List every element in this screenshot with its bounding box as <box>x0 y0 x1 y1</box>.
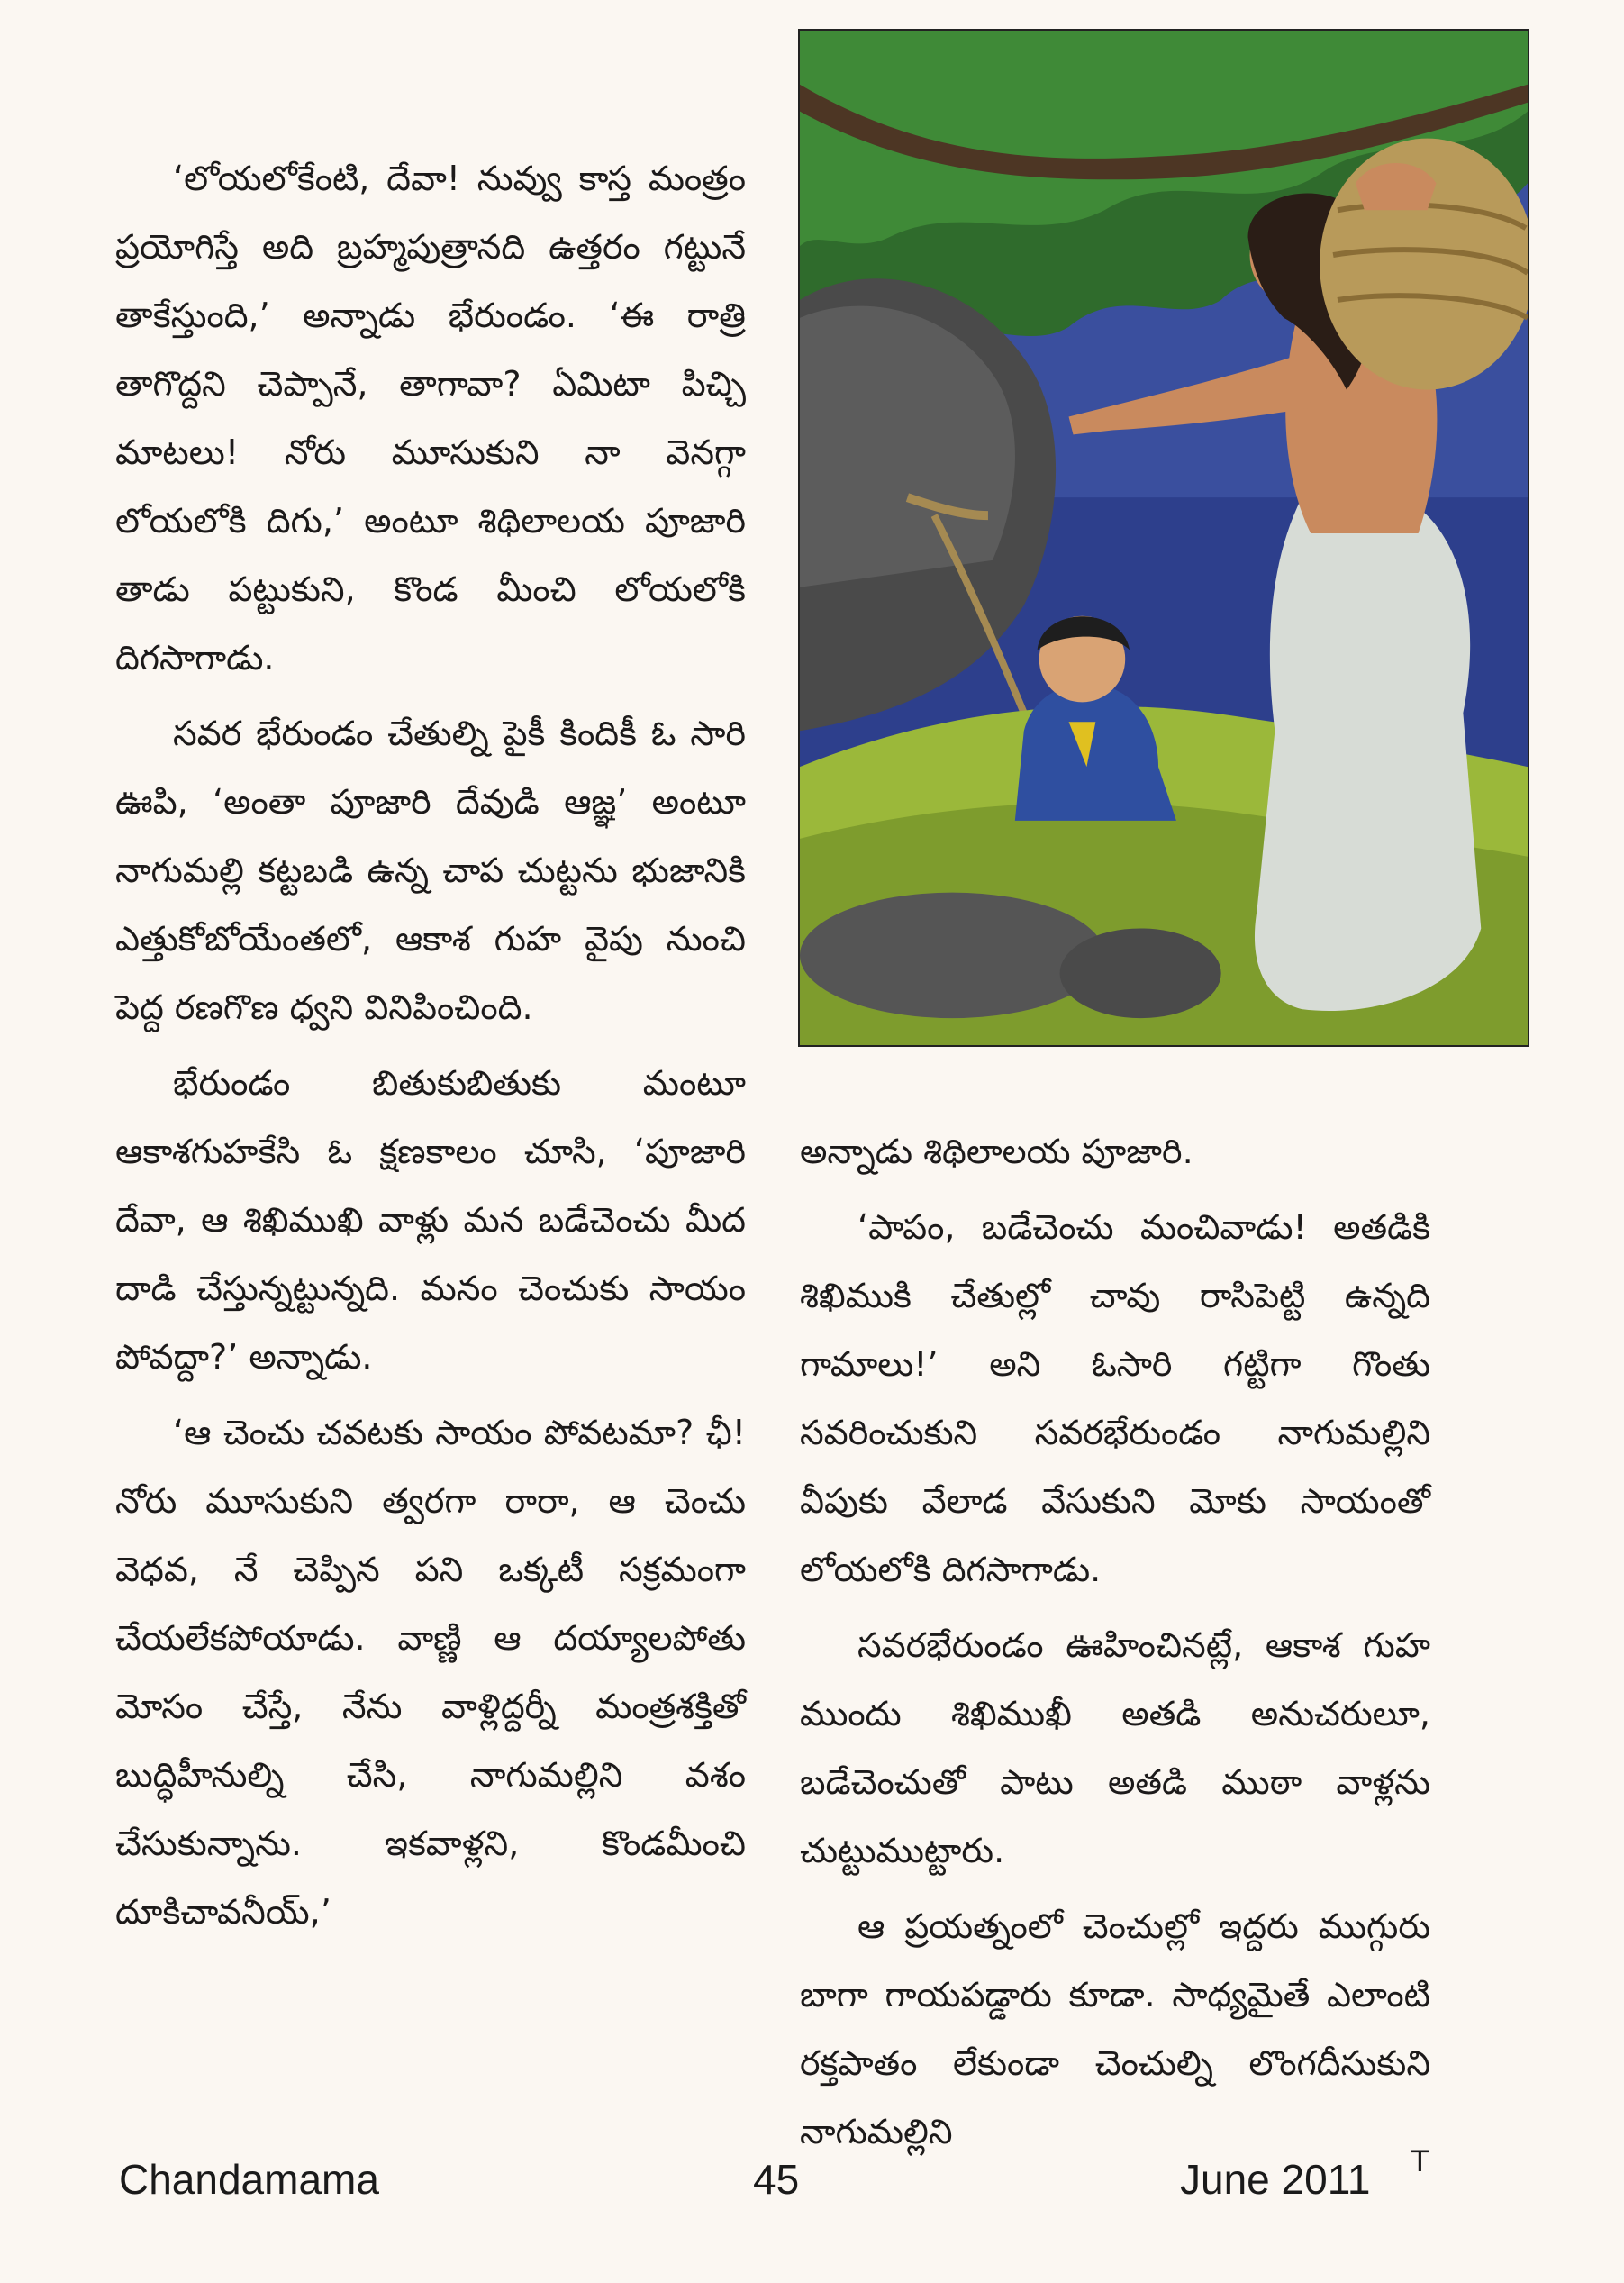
paragraph: ‘పాపం, బడేచెంచు మంచివాడు! అతడికి శిఖిముకి చేతుల్లో చావు రాసిపెట్టి ఉన్నది గామాలు!’ అని ఓసారి గట్టిగా గొంతు సవరించుకుని సవరభేరుండం నాగుమల్లిని వీపుకు వేలాడ వేసుకుని మోకు సాయంతో లోయలోకి దిగసాగాడు. <box>800 1207 1430 1589</box>
paragraph: ఆ ప్రయత్నంలో చెంచుల్లో ఇద్దరు ముగ్గురు బాగా గాయపడ్డారు కూడా. సాధ్యమైతే ఎలాంటి రక్తపాతం లేకుండా చెంచుల్ని లొంగదీసుకుని నాగుమల్లిని <box>800 1906 1430 2151</box>
paragraph: ‘ఆ చెంచు చవటకు సాయం పోవటమా? ఛీ! నోరు మూసుకుని త్వరగా రారా, ఆ చెంచు వెధవ, నే చెప్పిన పని ఒక్కటీ సక్రమంగా చేయలేకపోయాడు. వాణ్ణి ఆ దయ్యాలపోతు మోసం చేస్తే, నేను వాళ్లిద్దర్నీ మంత్రశక్తితో బుద్ధిహీనుల్ని చేసి, నాగుమల్లిని వశం చేసుకున్నాను. ఇకవాళ్లని, కొండమీంచి దూకిచావనీయ్,’ <box>115 1413 746 1932</box>
footer-mark: T <box>1411 2144 1429 2178</box>
left-text-column <box>115 144 746 1953</box>
footer-issue-date: June 2011 <box>1180 2156 1371 2203</box>
illustration-drawing <box>800 31 1528 1045</box>
paragraph: భేరుండం బితుకుబితుకు మంటూ ఆకాశగుహకేసి ఓ క్షణకాలం చూసి, ‘పూజారి దేవా, ఆ శిఖిముఖి వాళ్లు మన బడేచెంచు మీద దాడి చేస్తున్నట్టున్నది. మనం చెంచుకు సాయం పోవద్దా?’ అన్నాడు. <box>115 1063 746 1377</box>
story-illustration <box>798 29 1529 1047</box>
footer-magazine-name: Chandamama <box>119 2156 379 2203</box>
paragraph: అన్నాడు శిథిలాలయ పూజారి. <box>800 1132 1193 1171</box>
footer-page-number: 45 <box>753 2156 800 2203</box>
paragraph: సవర భేరుండం చేతుల్ని పైకీ కిందికీ ఓ సారి ఊపి, ‘అంతా పూజారి దేవుడి ఆజ్ఞ’ అంటూ నాగుమల్లి కట్టబడి ఉన్న చాప చుట్టను భుజానికి ఎత్తుకోబోయేంతలో, ఆకాశ గుహ వైపు నుంచి పెద్ద రణగొణ ధ్వని వినిపించింది. <box>115 714 746 1027</box>
boulder-bottom <box>800 893 1104 1019</box>
priest-dhoti <box>1255 486 1481 1011</box>
boulder-bottom-small <box>1060 928 1221 1018</box>
paragraph: ‘లోయలోకేంటి, దేవా! నువ్వు కాస్త మంత్రం ప్రయోగిస్తే అది బ్రహ్మపుత్రానది ఉత్తరం గట్టునే తాకేస్తుంది,’ అన్నాడు భేరుండం. ‘ఈ రాత్రి తాగొద్దని చెప్పానే, తాగావా? ఏమిటా పిచ్చి మాటలు! నోరు మూసుకుని నా వెనగ్గా లోయలోకి దిగు,’ అంటూ శిథిలాలయ పూజారి తాడు పట్టుకుని, కొండ మీంచి లోయలోకి దిగసాగాడు. <box>115 159 746 678</box>
paragraph: సవరభేరుండం ఊహించినట్లే, ఆకాశ గుహ ముందు శిఖిముఖీ అతడి అనుచరులూ, బడేచెంచుతో పాటు అతడి ముఠా వాళ్లను చుట్టుముట్టారు. <box>800 1625 1430 1870</box>
right-text-column <box>800 1117 1430 2173</box>
